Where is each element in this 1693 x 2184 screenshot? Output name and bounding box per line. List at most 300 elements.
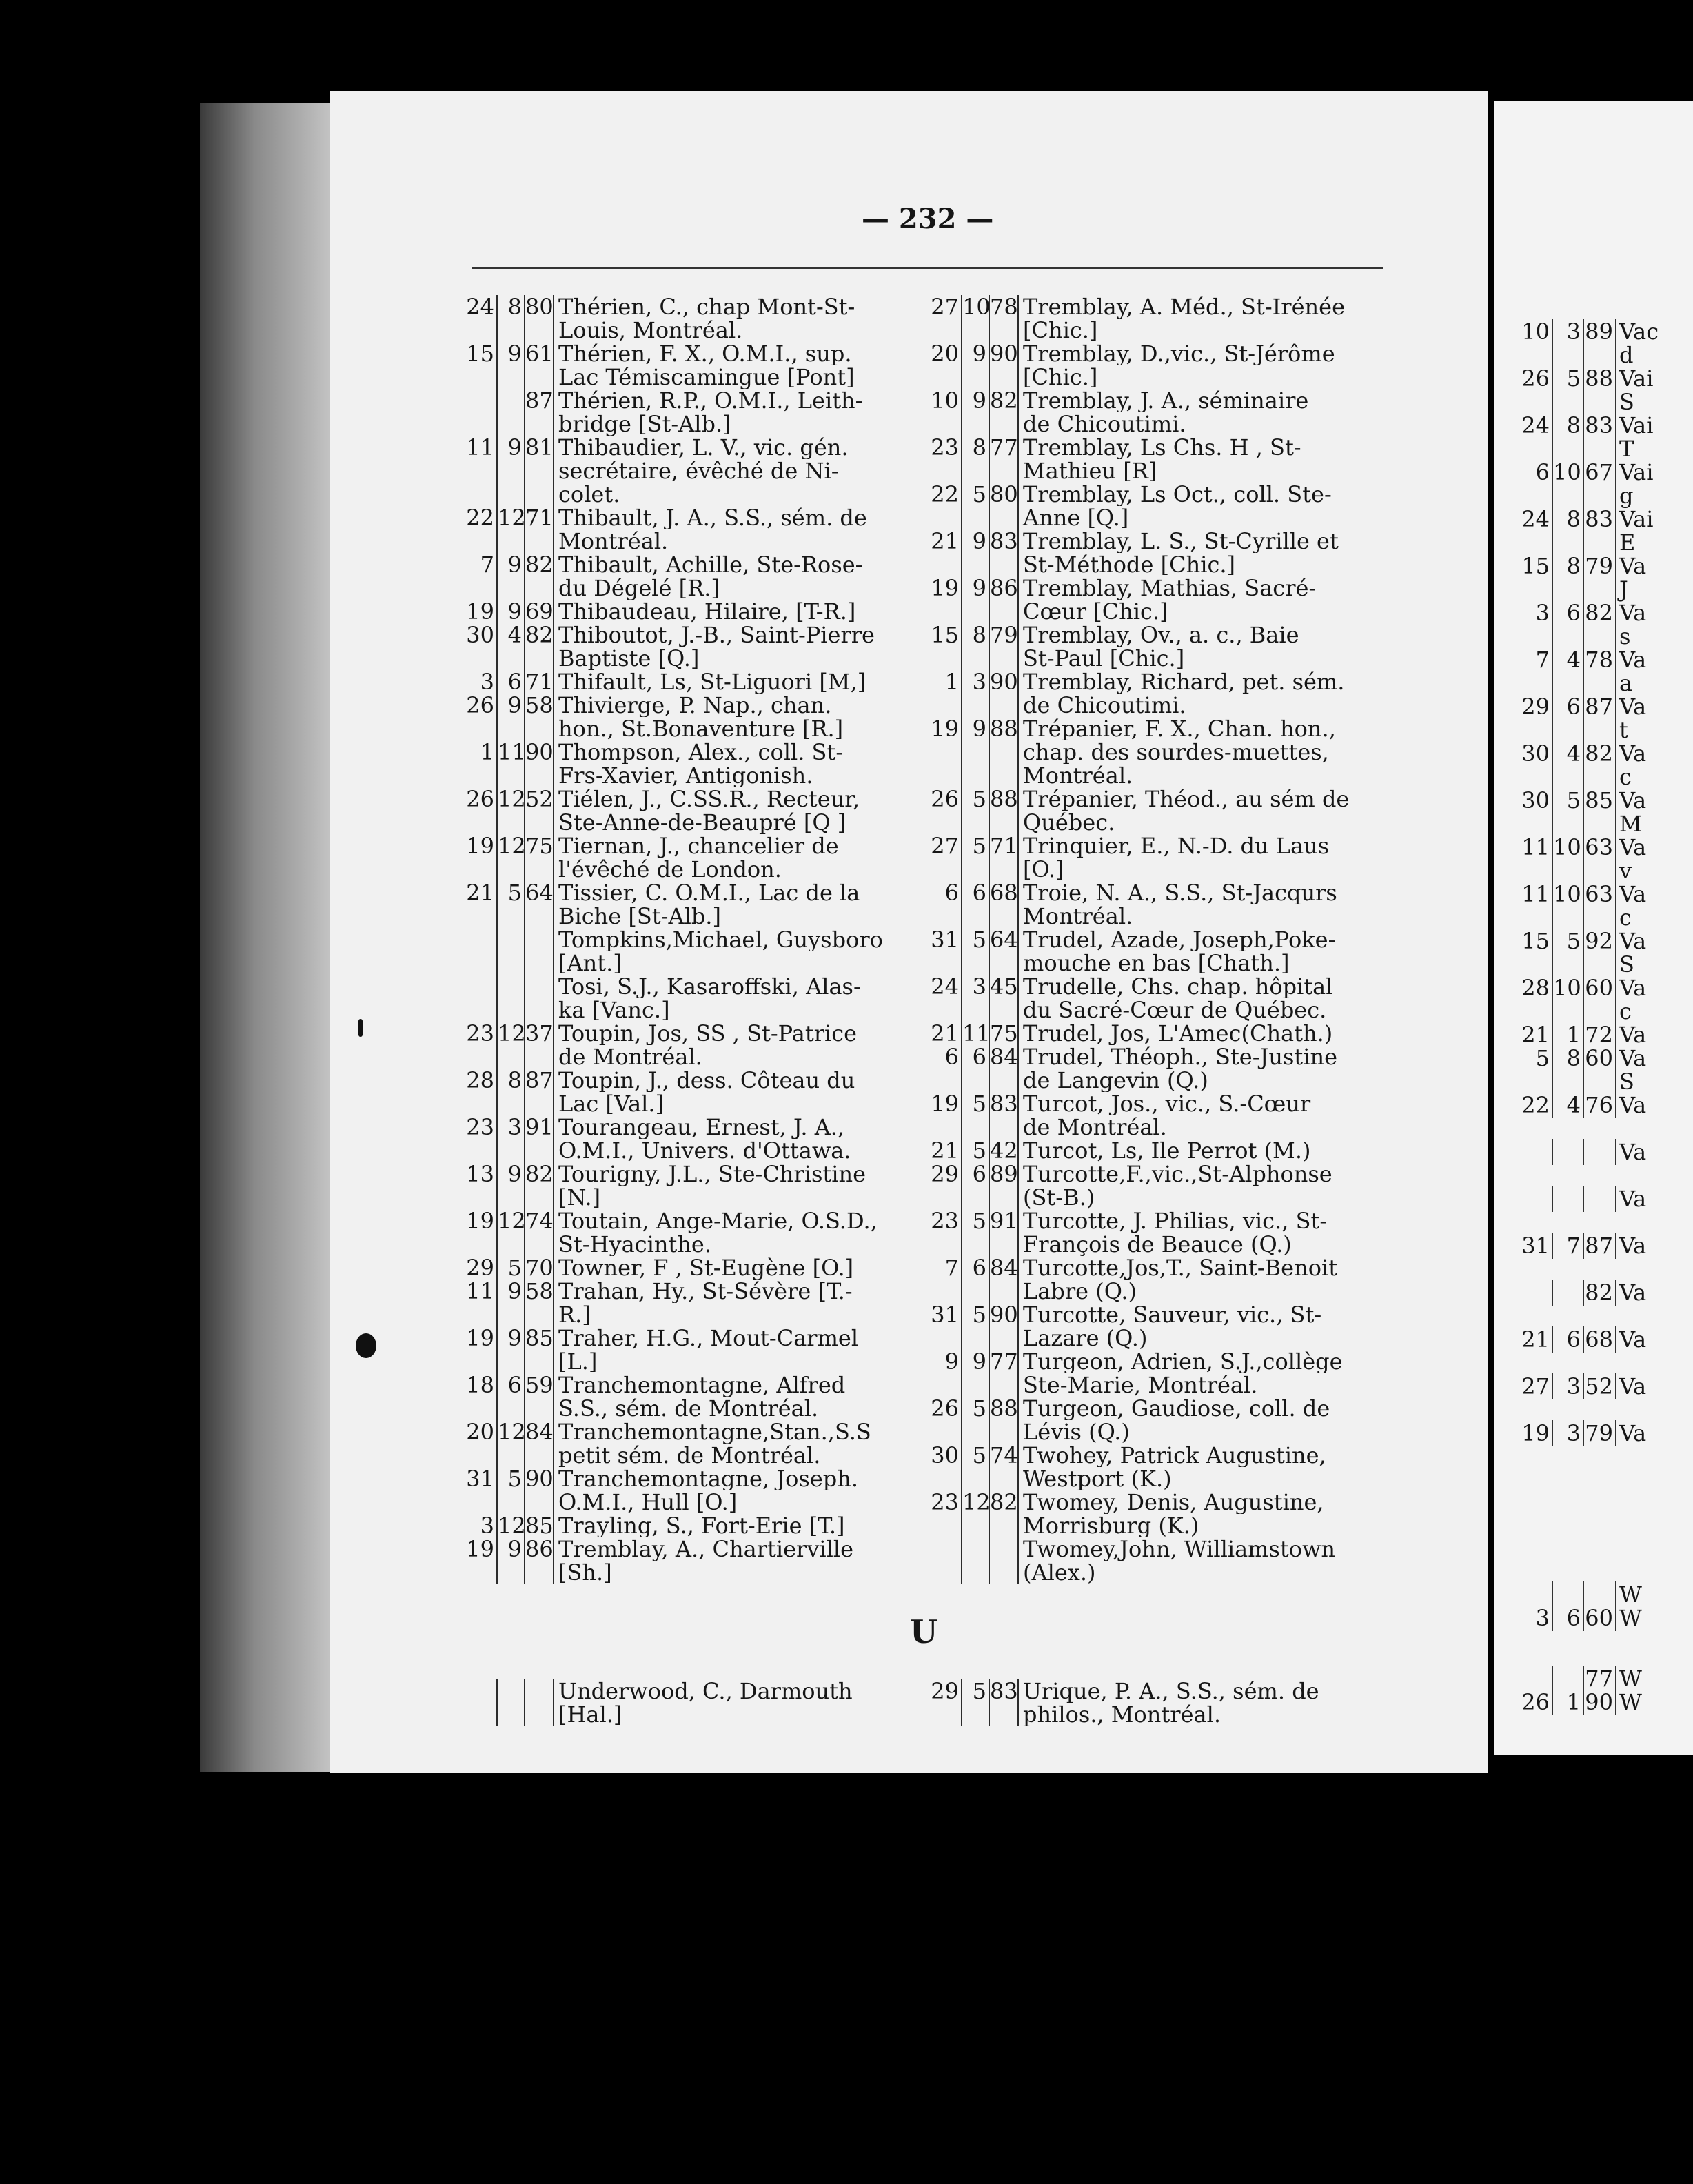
entry-year: 42 xyxy=(990,1138,1018,1164)
entry-day xyxy=(1511,436,1553,462)
directory-entry-line xyxy=(459,1703,922,1726)
entry-text: Thompson, Alex., coll. St- xyxy=(558,740,844,764)
entry-month xyxy=(962,1373,990,1397)
entry-day xyxy=(924,904,962,928)
entry-text: Ste-Anne-de-Beaupré [Q ] xyxy=(558,811,846,834)
directory-entry-line xyxy=(459,1397,922,1420)
directory-entry-line xyxy=(459,483,922,506)
entry-year: 88 xyxy=(990,1395,1018,1422)
entry-text: Lévis (Q.) xyxy=(1023,1420,1130,1444)
entry-month: 9 xyxy=(962,576,990,600)
entry-month xyxy=(1553,623,1584,649)
entry-month: 3 xyxy=(498,1115,525,1139)
directory-entry-line xyxy=(459,764,922,787)
u-section-left xyxy=(459,1679,922,1726)
entry-year xyxy=(990,412,1019,436)
entry-month xyxy=(962,1280,990,1303)
directory-entry-line xyxy=(459,647,922,670)
directory-entry-line xyxy=(924,412,1392,436)
entry-month: 6 xyxy=(1553,1605,1584,1631)
entry-year: 64 xyxy=(525,880,554,906)
next-page-entry xyxy=(1511,858,1632,884)
directory-entry-line xyxy=(924,1397,1392,1420)
u-section-right xyxy=(924,1679,1392,1726)
entry-text: Urique, P. A., S.S., sém. de xyxy=(1023,1679,1319,1703)
directory-entry-line xyxy=(459,1069,922,1092)
entry-month xyxy=(962,412,990,436)
directory-entry-line xyxy=(459,1022,922,1045)
entry-text: Trudelle, Chs. chap. hôpital xyxy=(1023,975,1333,998)
entry-month: 12 xyxy=(498,1513,526,1539)
entry-text: Va xyxy=(1619,1092,1647,1118)
entry-day: 29 xyxy=(1511,694,1553,720)
entry-day xyxy=(1511,904,1553,931)
entry-year: 60 xyxy=(1584,975,1616,1001)
entry-text: Trahan, Hy., St-Sévère [T.- xyxy=(558,1280,853,1303)
entry-text: Tremblay, A. Méd., St-Irénée xyxy=(1023,295,1345,318)
entry-text: chap. des sourdes-muettes, xyxy=(1023,740,1329,764)
entry-text: St-Méthode [Chic.] xyxy=(1023,553,1236,576)
directory-entry-line xyxy=(924,1092,1392,1115)
entry-text: Tremblay, D.,vic., St-Jérôme xyxy=(1023,342,1335,365)
entry-day xyxy=(1511,998,1553,1024)
entry-year xyxy=(1584,1069,1616,1095)
entry-month xyxy=(962,740,990,764)
entry-year: 84 xyxy=(990,1044,1018,1070)
entry-month: 7 xyxy=(1553,1233,1584,1259)
entry-text: Va xyxy=(1619,1045,1647,1071)
entry-text: S xyxy=(1619,1069,1634,1095)
entry-month xyxy=(498,1233,525,1256)
entry-day xyxy=(1511,1581,1553,1608)
entry-day xyxy=(459,975,498,998)
entry-text: Westport (K.) xyxy=(1023,1467,1172,1490)
entry-text: S xyxy=(1619,389,1634,415)
entry-month xyxy=(962,1069,990,1092)
entry-year xyxy=(525,1186,554,1209)
entry-text: Tranchemontagne,Stan.,S.S xyxy=(558,1420,871,1444)
entry-day: 7 xyxy=(924,1256,962,1280)
entry-month: 9 xyxy=(498,1537,525,1561)
next-page-entry xyxy=(1511,764,1632,790)
directory-entry-line xyxy=(924,576,1392,600)
entry-year: 52 xyxy=(1584,1373,1616,1399)
entry-day: 24 xyxy=(1511,506,1553,532)
next-page-entry xyxy=(1511,1233,1646,1259)
entry-year: 63 xyxy=(1584,881,1616,907)
entry-month xyxy=(498,389,525,412)
entry-year: 92 xyxy=(1584,928,1616,954)
entry-month xyxy=(1553,998,1584,1024)
entry-day xyxy=(924,951,962,975)
next-page-entry xyxy=(1511,717,1628,743)
next-page-entry xyxy=(1511,1092,1646,1118)
entry-month: 4 xyxy=(1553,1092,1584,1118)
next-page-entry xyxy=(1511,1069,1634,1095)
entry-year xyxy=(525,576,554,600)
entry-text: Turcotte,Jos,T., Saint-Benoit xyxy=(1023,1256,1338,1280)
entry-month: 8 xyxy=(498,295,525,318)
directory-entry-line xyxy=(924,904,1392,928)
entry-day: 15 xyxy=(1511,553,1553,579)
entry-day xyxy=(924,1537,962,1561)
entry-day: 27 xyxy=(924,834,962,858)
directory-entry-line xyxy=(459,1373,922,1397)
entry-year: 82 xyxy=(1584,600,1616,626)
entry-month: 9 xyxy=(498,1326,525,1350)
entry-day xyxy=(459,1186,498,1209)
entry-month: 5 xyxy=(498,1467,525,1490)
entry-year: 82 xyxy=(990,1489,1018,1515)
entry-text: O.M.I., Univers. d'Ottawa. xyxy=(558,1139,851,1162)
entry-text: W xyxy=(1619,1689,1642,1715)
entry-month: 12 xyxy=(498,833,526,859)
entry-text: Lac Témiscamingue [Pont] xyxy=(558,365,855,389)
entry-text: S xyxy=(1619,951,1634,978)
directory-entry-line xyxy=(924,764,1392,787)
entry-month: 11 xyxy=(962,1020,991,1046)
entry-text: v xyxy=(1619,858,1632,884)
entry-year: 45 xyxy=(990,973,1018,1000)
entry-month xyxy=(498,1092,525,1115)
entry-month xyxy=(498,1397,525,1420)
entry-month: 8 xyxy=(962,623,990,647)
entry-day: 13 xyxy=(459,1162,498,1186)
entry-year xyxy=(990,647,1019,670)
directory-entry-line xyxy=(924,694,1392,717)
directory-entry-line xyxy=(924,1326,1392,1350)
entry-year xyxy=(990,1326,1019,1350)
entry-month xyxy=(498,459,525,483)
entry-month xyxy=(1553,951,1584,978)
entry-month xyxy=(498,764,525,787)
entry-month xyxy=(498,998,525,1022)
entry-day: 29 xyxy=(459,1256,498,1280)
entry-text: c xyxy=(1619,904,1632,931)
directory-entry-line xyxy=(459,1679,922,1703)
entry-text: a xyxy=(1619,670,1633,696)
entry-month: 5 xyxy=(1553,365,1584,392)
entry-month: 5 xyxy=(1553,928,1584,954)
entry-year: 87 xyxy=(525,1067,554,1093)
entry-day xyxy=(1511,811,1553,837)
entry-year xyxy=(1584,1581,1616,1608)
entry-year xyxy=(525,1350,554,1373)
entry-month xyxy=(498,1186,525,1209)
entry-text: mouche en bas [Chath.] xyxy=(1023,951,1290,975)
directory-entry-line xyxy=(924,881,1392,904)
entry-text: Tissier, C. O.M.I., Lac de la xyxy=(558,881,860,904)
entry-text: secrétaire, évêché de Ni- xyxy=(558,459,839,483)
entry-year xyxy=(525,318,554,342)
directory-entry-line xyxy=(924,1045,1392,1069)
entry-day xyxy=(459,647,498,670)
entry-year: 37 xyxy=(525,1020,554,1046)
entry-year: 84 xyxy=(525,1419,554,1445)
directory-entry-line xyxy=(924,858,1392,881)
entry-text: Toupin, J., dess. Côteau du xyxy=(558,1069,855,1092)
entry-day xyxy=(459,529,498,553)
entry-month: 9 xyxy=(498,694,525,717)
next-page-entry xyxy=(1511,928,1646,954)
entry-day xyxy=(459,998,498,1022)
entry-text: St-Paul [Chic.] xyxy=(1023,647,1185,670)
next-page-entry xyxy=(1511,1605,1642,1631)
entry-month: 10 xyxy=(962,294,991,320)
directory-entry-line xyxy=(924,1303,1392,1326)
entry-year: 82 xyxy=(1584,1280,1616,1306)
entry-text: Turgeon, Gaudiose, coll. de xyxy=(1023,1397,1330,1420)
entry-year xyxy=(990,998,1019,1022)
next-page-entry xyxy=(1511,881,1646,907)
entry-year xyxy=(990,1537,1019,1561)
entry-year xyxy=(990,951,1019,975)
directory-entry-line xyxy=(459,881,922,904)
directory-entry-line xyxy=(459,1256,922,1280)
entry-month xyxy=(962,858,990,881)
entry-text: Troie, N. A., S.S., St-Jacqurs xyxy=(1023,881,1337,904)
directory-entry-line xyxy=(459,1561,922,1584)
directory-entry-line xyxy=(459,576,922,600)
entry-month: 1 xyxy=(1553,1022,1584,1048)
entry-day: 7 xyxy=(459,553,498,576)
entry-year xyxy=(990,1069,1019,1092)
entry-text: [Ant.] xyxy=(558,951,622,975)
entry-day: 23 xyxy=(924,1490,962,1514)
entry-text: du Dégelé [R.] xyxy=(558,576,720,600)
directory-entry-line xyxy=(924,389,1392,412)
entry-text: Turcot, Jos., vic., S.-Cœur xyxy=(1023,1092,1311,1115)
entry-year xyxy=(990,553,1019,576)
entry-day: 28 xyxy=(1511,975,1553,1001)
entry-month xyxy=(962,1326,990,1350)
directory-entry-line xyxy=(459,1420,922,1444)
directory-entry-line xyxy=(924,787,1392,811)
entry-month xyxy=(498,412,525,436)
entry-month xyxy=(498,647,525,670)
entry-month xyxy=(1553,1069,1584,1095)
entry-day: 21 xyxy=(1511,1022,1553,1048)
entry-text: Thibault, J. A., S.S., sém. de xyxy=(558,506,867,529)
next-page-entry xyxy=(1511,811,1642,837)
ink-blot xyxy=(356,1333,376,1358)
entry-year: 90 xyxy=(1584,1689,1616,1715)
entry-year: 91 xyxy=(990,1208,1018,1234)
entry-year: 71 xyxy=(525,505,554,531)
entry-year: 75 xyxy=(990,1020,1018,1046)
directory-entry-line xyxy=(459,1303,922,1326)
entry-text: Lazare (Q.) xyxy=(1023,1326,1148,1350)
entry-month: 3 xyxy=(962,670,990,694)
next-page-entry xyxy=(1511,412,1653,438)
next-page-entry xyxy=(1511,740,1646,767)
entry-year xyxy=(1584,717,1616,743)
directory-entry-line xyxy=(459,412,922,436)
entry-text: Montréal. xyxy=(1023,764,1133,787)
entry-day xyxy=(459,764,498,787)
directory-entry-line xyxy=(924,1679,1392,1703)
entry-day: 19 xyxy=(1511,1420,1553,1446)
entry-month xyxy=(1553,389,1584,415)
entry-text: l'évêché de London. xyxy=(558,858,782,881)
entry-year: 52 xyxy=(525,786,554,812)
entry-day xyxy=(924,506,962,529)
entry-text: Thérien, R.P., O.M.I., Leith- xyxy=(558,389,863,412)
entry-year xyxy=(525,858,554,881)
entry-day: 15 xyxy=(459,342,498,365)
entry-year xyxy=(990,506,1019,529)
entry-year xyxy=(525,1303,554,1326)
entry-year: 60 xyxy=(1584,1605,1616,1631)
entry-month: 9 xyxy=(498,1280,525,1303)
entry-day: 15 xyxy=(924,623,962,647)
entry-day xyxy=(924,1186,962,1209)
entry-day xyxy=(924,1420,962,1444)
entry-day xyxy=(459,1679,498,1703)
next-page-entry xyxy=(1511,436,1634,462)
directory-entry-line xyxy=(924,1490,1392,1514)
entry-text: François de Beauce (Q.) xyxy=(1023,1233,1292,1256)
entry-text: Anne [Q.] xyxy=(1023,506,1129,529)
entry-day: 1 xyxy=(459,740,498,764)
directory-entry-line xyxy=(924,951,1392,975)
directory-entry-line xyxy=(924,717,1392,740)
next-page-entry xyxy=(1511,483,1633,509)
entry-text: E xyxy=(1619,529,1636,556)
entry-month xyxy=(1553,436,1584,462)
entry-month: 12 xyxy=(498,1020,526,1046)
directory-entry-line xyxy=(459,1162,922,1186)
entry-day xyxy=(459,1303,498,1326)
entry-day xyxy=(924,1115,962,1139)
entry-day xyxy=(924,1280,962,1303)
entry-year xyxy=(1584,670,1616,696)
entry-year xyxy=(1584,764,1616,790)
entry-day xyxy=(1511,389,1553,415)
entry-text: W xyxy=(1619,1581,1642,1608)
directory-entry-line xyxy=(459,365,922,389)
entry-text: [Chic.] xyxy=(1023,318,1098,342)
entry-month: 5 xyxy=(498,1256,525,1280)
entry-day: 26 xyxy=(1511,1689,1553,1715)
entry-day xyxy=(924,600,962,623)
entry-day xyxy=(459,1350,498,1373)
entry-text: Ste-Marie, Montréal. xyxy=(1023,1373,1258,1397)
entry-day xyxy=(459,412,498,436)
directory-entry-line xyxy=(459,318,922,342)
entry-month: 9 xyxy=(962,717,990,740)
entry-month: 8 xyxy=(1553,506,1584,532)
entry-month: 5 xyxy=(962,928,990,951)
entry-month: 6 xyxy=(1553,600,1584,626)
entry-month: 8 xyxy=(1553,1045,1584,1071)
entry-month: 9 xyxy=(498,342,525,365)
entry-day xyxy=(459,459,498,483)
entry-year: 61 xyxy=(525,341,554,367)
entry-year xyxy=(1584,811,1616,837)
directory-entry-line xyxy=(459,858,922,881)
entry-month xyxy=(962,1115,990,1139)
directory-entry-line xyxy=(459,951,922,975)
entry-month xyxy=(962,553,990,576)
entry-text: Va xyxy=(1619,1186,1647,1212)
entry-text: Cœur [Chic.] xyxy=(1023,600,1168,623)
entry-text: Va xyxy=(1619,553,1647,579)
entry-year: 71 xyxy=(525,669,554,695)
entry-text: Baptiste [Q.] xyxy=(558,647,700,670)
entry-month xyxy=(1553,904,1584,931)
entry-month xyxy=(962,1514,990,1537)
entry-day: 29 xyxy=(924,1162,962,1186)
directory-entry-line xyxy=(924,483,1392,506)
entry-year xyxy=(990,1115,1019,1139)
entry-month xyxy=(1553,1139,1584,1165)
entry-day xyxy=(924,1233,962,1256)
next-page-entry xyxy=(1511,623,1630,649)
directory-entry-line xyxy=(924,600,1392,623)
entry-day: 19 xyxy=(924,576,962,600)
entry-year: 88 xyxy=(990,716,1018,742)
entry-text: t xyxy=(1619,717,1628,743)
directory-entry-line xyxy=(459,1045,922,1069)
entry-text: Vai xyxy=(1619,365,1654,392)
next-page-entry xyxy=(1511,459,1653,485)
entry-year xyxy=(525,365,554,389)
entry-year xyxy=(525,1679,554,1703)
entry-year xyxy=(990,811,1019,834)
directory-entry-line xyxy=(924,1467,1392,1490)
entry-month xyxy=(962,764,990,787)
entry-text: Turcot, Ls, Ile Perrot (M.) xyxy=(1023,1139,1311,1162)
directory-entry-line xyxy=(459,998,922,1022)
entry-year: 82 xyxy=(525,1161,554,1187)
entry-year: 83 xyxy=(1584,506,1616,532)
entry-month xyxy=(498,717,525,740)
next-page-entry xyxy=(1511,1373,1646,1399)
entry-day xyxy=(459,1444,498,1467)
entry-text: Tremblay, A., Chartierville xyxy=(558,1537,854,1561)
entry-year xyxy=(990,1373,1019,1397)
directory-entry-line xyxy=(924,342,1392,365)
directory-entry-line xyxy=(924,318,1392,342)
entry-day: 19 xyxy=(459,600,498,623)
entry-year xyxy=(525,459,554,483)
entry-text: Tompkins,Michael, Guysboro xyxy=(558,928,883,951)
entry-day: 30 xyxy=(924,1444,962,1467)
entry-text: M xyxy=(1619,811,1642,837)
entry-month: 5 xyxy=(962,1209,990,1233)
entry-day: 10 xyxy=(924,389,962,412)
directory-entry-line xyxy=(459,1092,922,1115)
entry-text: [Sh.] xyxy=(558,1561,612,1584)
entry-year: 89 xyxy=(990,1161,1018,1187)
entry-day: 7 xyxy=(1511,647,1553,673)
entry-day: 26 xyxy=(459,694,498,717)
entry-text: Va xyxy=(1619,1233,1647,1259)
entry-text: Thibault, Achille, Ste-Rose- xyxy=(558,553,863,576)
entry-month xyxy=(1553,764,1584,790)
directory-entry-line xyxy=(459,670,922,694)
entry-day: 23 xyxy=(459,1115,498,1139)
entry-day xyxy=(459,904,498,928)
entry-text: Va xyxy=(1619,787,1647,813)
entry-year xyxy=(525,483,554,506)
directory-entry-line xyxy=(459,1326,922,1350)
entry-year: 88 xyxy=(1584,365,1616,392)
directory-entry-line xyxy=(459,694,922,717)
directory-entry-line xyxy=(459,975,922,998)
entry-year: 70 xyxy=(525,1255,554,1281)
